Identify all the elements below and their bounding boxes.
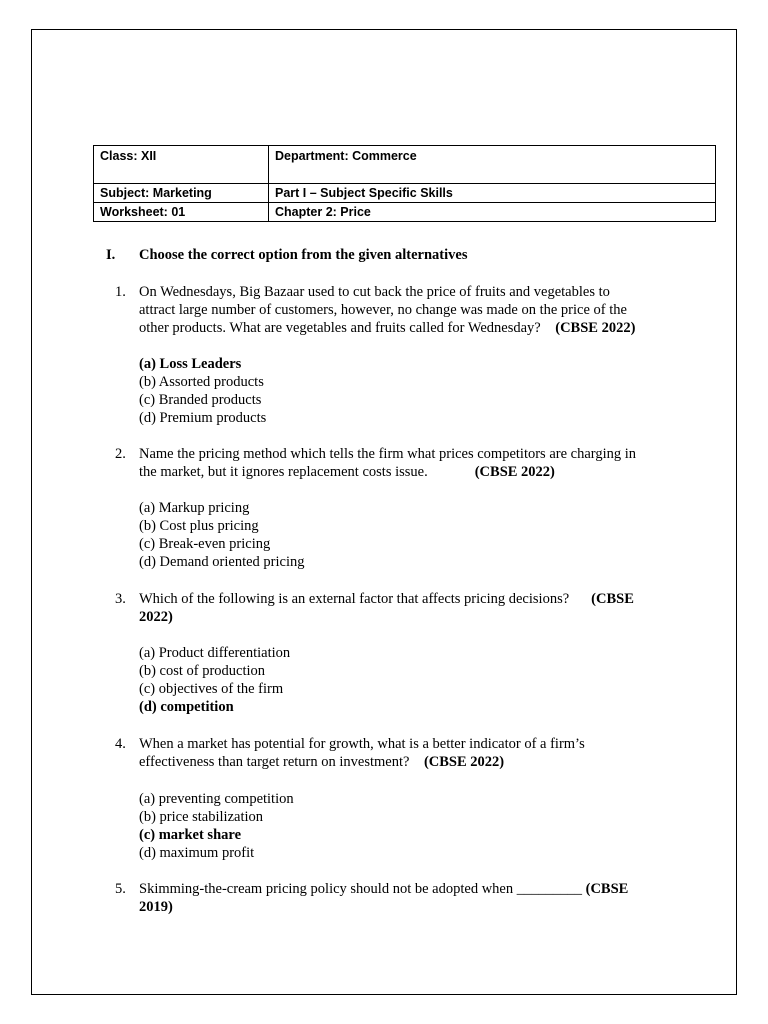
option-item: (c) objectives of the firm xyxy=(139,681,284,697)
question-source: (CBSE 2022) xyxy=(474,464,555,480)
question-line xyxy=(139,753,675,771)
question-source: (CBSE 2022) xyxy=(423,754,505,770)
question-text xyxy=(139,880,675,916)
question-text xyxy=(139,283,675,337)
question-text xyxy=(139,590,675,626)
option-item: (a) preventing competition xyxy=(139,791,294,807)
question-number: 4. xyxy=(115,736,126,752)
option-item: (d) competition xyxy=(139,699,234,715)
question-number: 2. xyxy=(115,446,126,462)
question-line xyxy=(139,590,675,608)
option-item: (c) market share xyxy=(139,827,242,843)
question-line xyxy=(139,319,675,337)
question-line-text: Which of the following is an external factor that affects pricing decisions? xyxy=(139,591,570,607)
option-item: (b) Assorted products xyxy=(139,374,264,390)
chapter-cell: Chapter 2: Price xyxy=(269,203,716,222)
part-cell: Part I – Subject Specific Skills xyxy=(269,184,716,203)
question-line-text: the market, but it ignores replacement costs issue. xyxy=(139,464,428,480)
question-source: (CBSE xyxy=(585,881,629,897)
question-line: Name the pricing method which tells the firm what prices competitors are charging in xyxy=(139,446,637,462)
question-number: 5. xyxy=(115,881,126,897)
question-number: 1. xyxy=(115,284,126,300)
option-item: (c) Branded products xyxy=(139,392,262,408)
subject-cell: Subject: Marketing xyxy=(94,184,269,203)
department-cell: Department: Commerce xyxy=(269,146,716,184)
question-line-text: other products. What are vegetables and fruits called for Wednesday? xyxy=(139,320,541,336)
option-item: (a) Product differentiation xyxy=(139,645,291,661)
question-number: 3. xyxy=(115,591,126,607)
option-item: (b) Cost plus pricing xyxy=(139,518,259,534)
options-1 xyxy=(139,355,266,427)
section-number: I. xyxy=(106,247,116,263)
question-text xyxy=(139,735,675,771)
option-item: (a) Loss Leaders xyxy=(139,356,242,372)
option-item: (b) price stabilization xyxy=(139,809,264,825)
question-line xyxy=(139,463,675,481)
worksheet-header-table xyxy=(93,145,716,222)
question-source-continued: 2019) xyxy=(139,899,173,915)
question-line: When a market has potential for growth, what is a better indicator of a firm’s xyxy=(139,736,585,752)
section-heading xyxy=(106,246,467,264)
options-3 xyxy=(139,644,290,716)
question-line xyxy=(139,880,675,898)
question-source: (CBSE 2022) xyxy=(555,320,636,336)
question-source: (CBSE xyxy=(591,591,634,607)
section-title: Choose the correct option from the given alternatives xyxy=(139,247,468,263)
question-text xyxy=(139,445,675,481)
option-item: (d) maximum profit xyxy=(139,845,255,861)
question-line: On Wednesdays, Big Bazaar used to cut back the price of fruits and vegetables to xyxy=(139,284,610,300)
worksheet-cell: Worksheet: 01 xyxy=(94,203,269,222)
question-line: attract large number of customers, however, no change was made on the price of the xyxy=(139,302,627,318)
question-line-text: Skimming-the-cream pricing policy should not be adopted when _________ xyxy=(139,881,582,897)
option-item: (b) cost of production xyxy=(139,663,266,679)
option-item: (c) Break-even pricing xyxy=(139,536,271,552)
question-line-text: effectiveness than target return on investment? xyxy=(139,754,410,770)
options-2 xyxy=(139,499,304,571)
options-4 xyxy=(139,790,294,862)
option-item: (a) Markup pricing xyxy=(139,500,250,516)
class-cell: Class: XII xyxy=(94,146,269,184)
option-item: (d) Premium products xyxy=(139,410,267,426)
option-item: (d) Demand oriented pricing xyxy=(139,554,305,570)
question-source-continued: 2022) xyxy=(139,609,173,625)
